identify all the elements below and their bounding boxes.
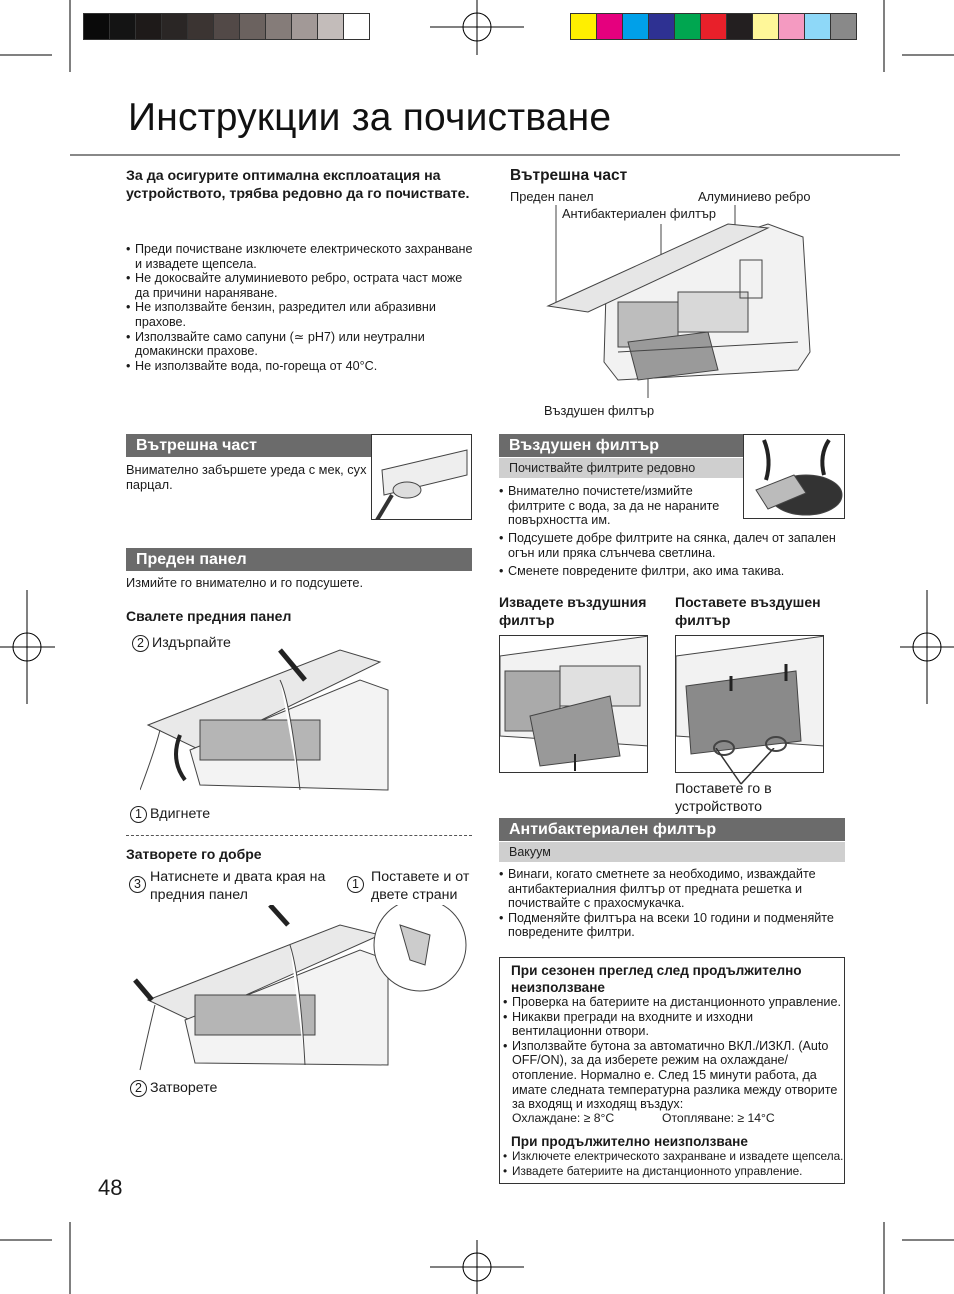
step-number: 3 [129,876,146,893]
long-idle-bullets [503,1149,845,1178]
step-label: Поставете и от двете страни [371,869,470,903]
section-divider [126,835,472,836]
label-air-filter: Въздушен филтър [544,403,655,418]
front-panel-bar: Преден панел [126,548,472,571]
long-idle-title: При продължително неизползване [511,1134,748,1149]
close-front-panel-illustration [130,905,475,1075]
step-insert-both-sides [347,868,487,904]
list-item: • Никакви прегради на входните и изходни вентилационни отвори. [503,1010,845,1039]
air-filter-bullet-1 [499,484,743,528]
step-number: 2 [130,1080,147,1097]
seasonal-check-box [499,957,845,1184]
step-label: Вдигнете [150,806,211,822]
step-press-ends [129,868,329,904]
diagram-heading: Вътрешна част [510,167,628,184]
step-number: 2 [132,635,149,652]
antibacterial-bar: Антибактериален филтър [499,818,845,841]
remove-front-panel-illustration [140,640,390,802]
remove-filter-illustration [499,635,648,773]
list-item: • Проверка на батериите на дистанционното управление. [503,995,845,1010]
step-label: Натиснете и двата края на предния панел [150,869,326,903]
list-item: • Използвайте бутона за автоматично ВКЛ./ИЗКЛ. (Auto OFF/ON), за да изберете режим на охлаждане/отопление. Нормално е. След 15 минути работа, да имате следната температурна разлика между отворите за входящ и изходящ въздух: [503,1039,845,1112]
remove-air-filter-heading: Извадете въздушния филтър [499,594,647,628]
remove-front-panel-heading: Свалете предния панел [126,608,292,624]
label-front-panel: Преден панел [510,189,594,204]
list-item: • Подменяйте филтъра на всеки 10 години и подменяйте повредените филтри. [499,911,845,940]
list-item: • Подсушете добре филтрите на сянка, далеч от запален огън или пряка слънчева светлина. [499,531,849,560]
list-item: • Винаги, когато сметнете за необходимо, изваждайте антибактериалния филтър от предната решетка и почиствайте с прахосмукачка. [499,867,845,911]
page-number: 48 [98,1175,123,1200]
front-panel-text: Измийте го внимателно и го подсушете. [126,575,364,590]
air-filter-subbar: Почиствайте филтрите редовно [499,458,744,478]
intro-bullets [126,242,474,373]
intro-heading: За да осигурите оптимална експлоатация на устройството, трябва редовно да го почиствате. [126,168,470,202]
list-item: • Извадете батериите на дистанционното управление. [503,1164,845,1179]
close-firmly-heading: Затворете го добре [126,846,262,862]
inner-part-text: Внимателно забършете уреда с мек, сух парцал. [126,462,367,492]
heating-diff: Отопляване: ≥ 14°C [662,1111,775,1125]
list-item: • Не използвайте бензин, разредител или абразивни прахове. [126,300,474,329]
list-item: • Изключете електрическото захранване и извадете щепсела. [503,1149,845,1164]
list-item: • Използвайте само сапуни (≃ pH7) или неутрални домакински прахове. [126,330,474,359]
air-filter-bar: Въздушен филтър [499,434,744,457]
seasonal-check-title: При сезонен преглед след продължително неизползване [511,963,802,995]
list-item: • Внимателно почистете/измийте филтрите с вода, за да не нараните повърхността им. [499,484,743,528]
inner-part-bar: Вътрешна част [126,434,372,457]
wipe-unit-illustration [371,434,472,520]
insert-into-unit-note: Поставете го в устройството [675,781,772,815]
insert-air-filter-heading: Поставете въздушен филтър [675,594,821,628]
list-item: • Не използвайте вода, по-гореща от 40°C. [126,359,474,374]
step-number: 1 [347,876,364,893]
antibacterial-bullets [499,867,845,940]
label-antibacterial-filter: Антибактериален филтър [562,206,717,221]
list-item: • Сменете повредените филтри, ако има такива. [499,564,849,579]
list-item: • Преди почистване изключете електрическото захранване и извадете щепсела. [126,242,474,271]
title-rule [70,154,900,156]
air-filter-bullets-more [499,531,849,579]
label-aluminium-fin: Алуминиево ребро [698,189,811,204]
list-item: • Не докосвайте алуминиевото ребро, острата част може да причини нараняване. [126,271,474,300]
page-title: Инструкции за почистване [128,96,612,139]
wash-filter-illustration [743,434,845,519]
cooling-diff: Охлаждане: ≥ 8°C [512,1111,615,1125]
step-number: 1 [130,806,147,823]
seasonal-check-bullets [503,995,845,1112]
step-label: Затворете [150,1080,218,1096]
step-close [130,1079,217,1097]
step-label: Издърпайте [152,635,231,651]
antibacterial-subbar: Вакуум [499,842,845,862]
aircon-parts-illustration [528,202,818,406]
step-lift [130,805,210,823]
